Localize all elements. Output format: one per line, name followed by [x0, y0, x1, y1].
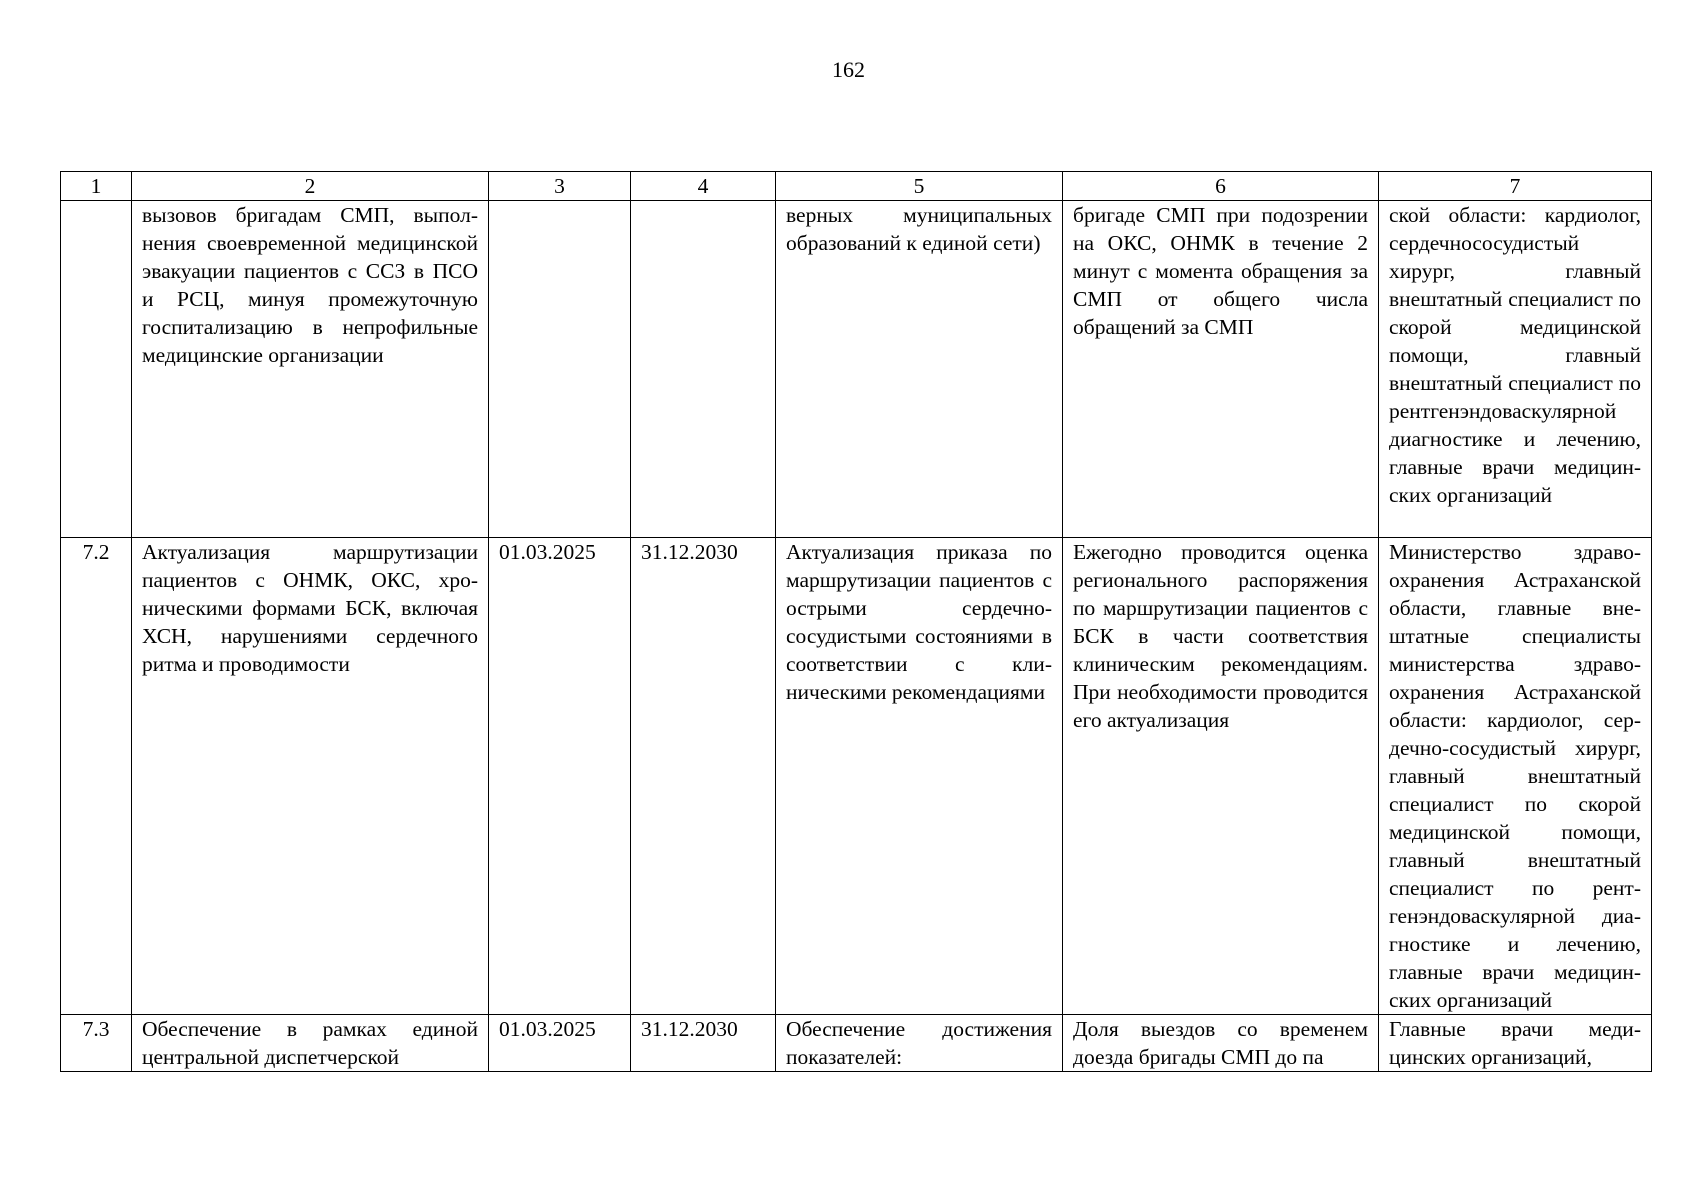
header-col-3: 3 [489, 172, 631, 201]
row-number: 7.3 [61, 1015, 132, 1072]
header-col-2: 2 [132, 172, 489, 201]
table-row [61, 1015, 1652, 1072]
activity-cell: Обеспечение в рамках единой центральной диспетчерской [132, 1015, 489, 1072]
indicator-cell: Ежегодно проводится оценка регионального распоряжения по маршрутизации пациентов с БСК в части соответствия клиническим рекомендациям. При необходимости проводится его актуализация [1063, 538, 1379, 1015]
activity-cell: вызовов бригадам СМП, выполнения своевременной медицинской эвакуации пациентов с ССЗ в ПСО и РСЦ, минуя промежуточную госпитализацию в непрофильные медицинские организации [132, 201, 489, 538]
responsible-cell: ской области: кардиолог, сердечнососудистый хирург, главный внештатный специалист по скорой медицинской помощи, главный внештатный специалист по рентгенэндоваскулярной диагностике и лечению, главные врачи медицинских организаций [1379, 201, 1652, 538]
header-col-4: 4 [631, 172, 776, 201]
row-number [61, 201, 132, 538]
table-row [61, 538, 1652, 1015]
header-row [61, 172, 1652, 201]
result-cell: Актуализация приказа по маршрутизации пациентов с острыми сердечнососудистыми состояниями в соответствии с клиническими рекомендациями [776, 538, 1063, 1015]
start-date-cell [489, 201, 631, 538]
start-date-cell: 01.03.2025 [489, 1015, 631, 1072]
indicator-cell: бригаде СМП при подозрении на ОКС, ОНМК в течение 2 минут с момента обращения за СМП от общего числа обращений за СМП [1063, 201, 1379, 538]
result-cell: Обеспечение достижения показателей: [776, 1015, 1063, 1072]
start-date-cell: 01.03.2025 [489, 538, 631, 1015]
end-date-cell: 31.12.2030 [631, 538, 776, 1015]
end-date-cell [631, 201, 776, 538]
table-row [61, 201, 1652, 538]
responsible-cell: Министерство здравоохранения Астраханской области, главные внештатные специалисты министерства здравоохранения Астраханской области: кардиолог, сердечно-сосудистый хирург, главный внештатный специалист по скорой медицинской помощи, главный внештатный специалист по рентгенэндоваскулярной диагностике и лечению, главные врачи медицинских организаций [1379, 538, 1652, 1015]
plan-table [60, 171, 1652, 1072]
indicator-cell: Доля выездов со временем доезда бригады СМП до па [1063, 1015, 1379, 1072]
end-date-cell: 31.12.2030 [631, 1015, 776, 1072]
responsible-cell: Главные врачи медицинских организаций, [1379, 1015, 1652, 1072]
header-col-1: 1 [61, 172, 132, 201]
header-col-6: 6 [1063, 172, 1379, 201]
row-number: 7.2 [61, 538, 132, 1015]
page-number: 162 [832, 57, 865, 82]
header-col-7: 7 [1379, 172, 1652, 201]
activity-cell: Актуализация маршрутизации пациентов с ОНМК, ОКС, хроническими формами БСК, включая ХСН, нарушениями сердечного ритма и проводимости [132, 538, 489, 1015]
header-col-5: 5 [776, 172, 1063, 201]
result-cell: верных муниципальных образований к единой сети) [776, 201, 1063, 538]
